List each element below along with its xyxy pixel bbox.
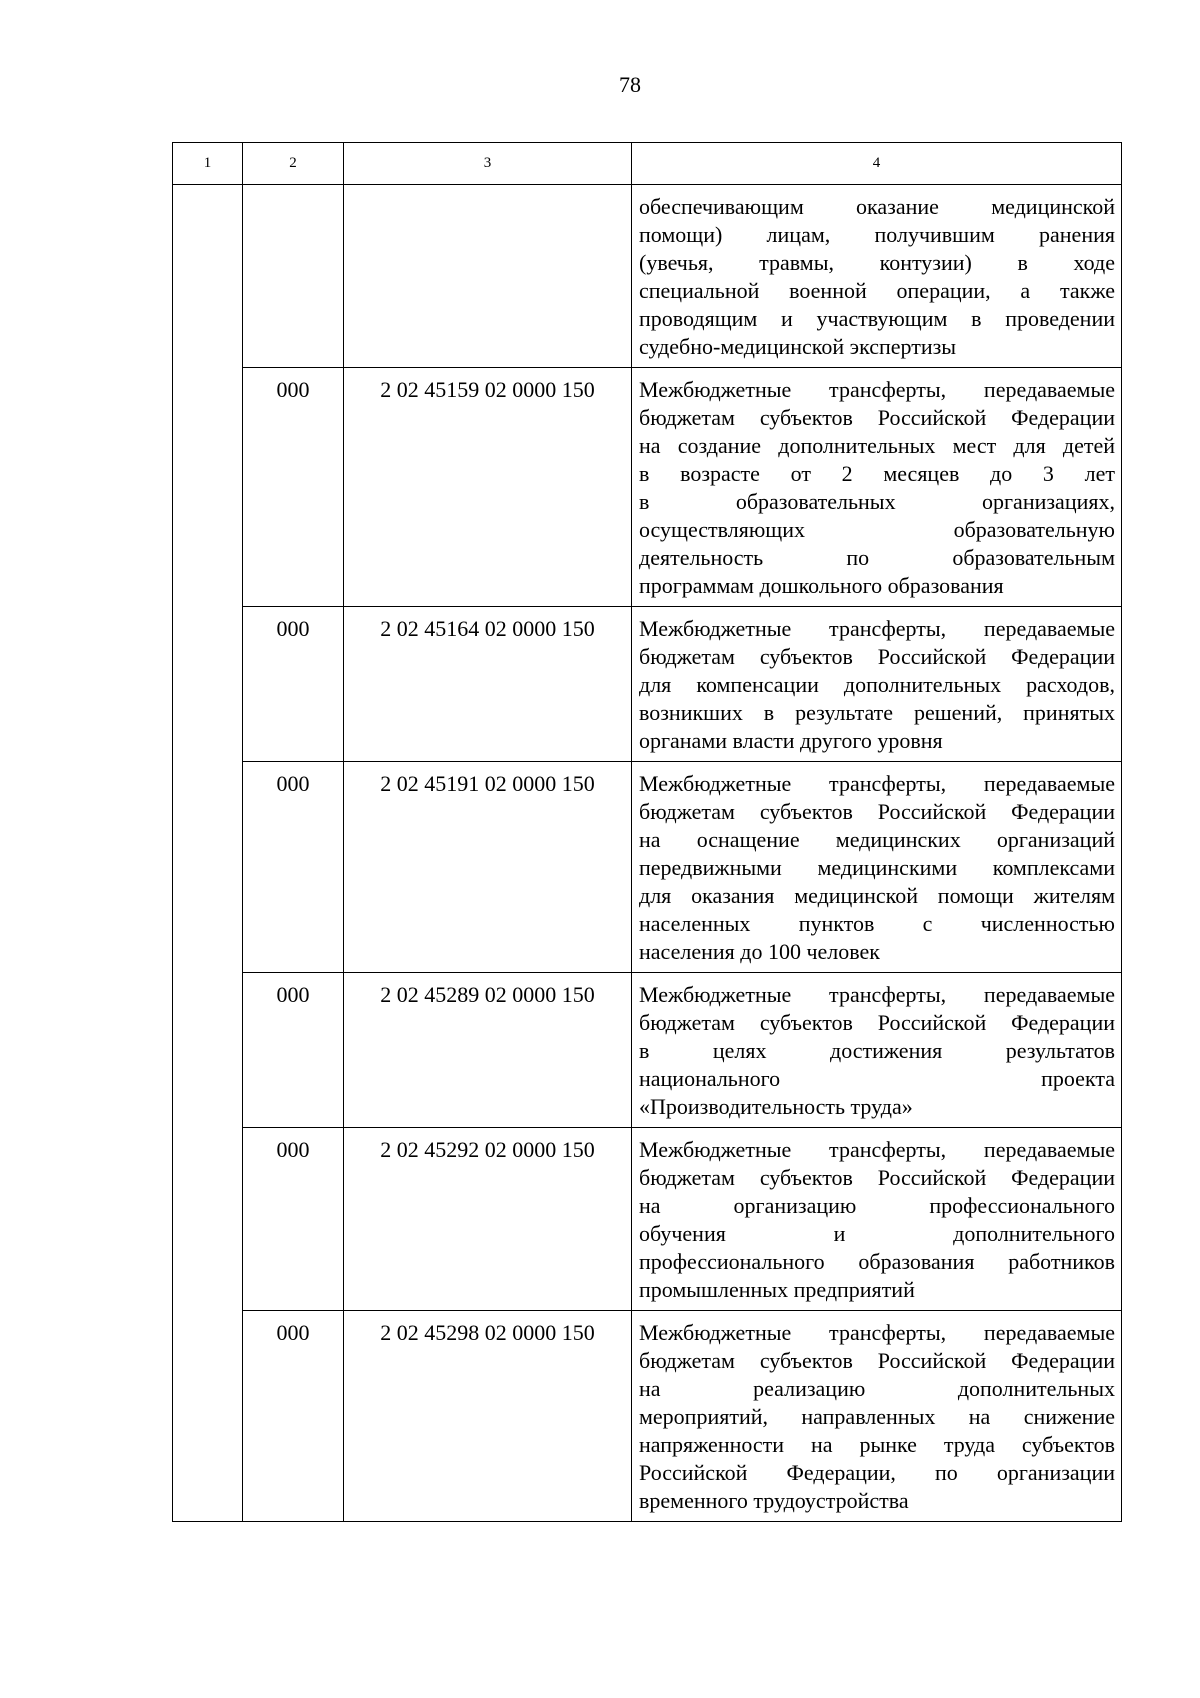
- admin-code-cell: 000: [243, 973, 344, 1128]
- income-name-line: помощи) лицам, получившим ранения: [639, 222, 1115, 247]
- table-row: [173, 762, 1122, 973]
- income-name-line: в целях достижения результатов: [639, 1038, 1115, 1063]
- admin-code-cell: 000: [243, 1311, 344, 1522]
- income-name-line: органами власти другого уровня: [639, 728, 943, 753]
- income-name-line: специальной военной операции, а также: [639, 278, 1115, 303]
- income-name-line: напряженности на рынке труда субъектов: [639, 1432, 1115, 1457]
- budget-code-cell: 2 02 45159 02 0000 150: [344, 368, 632, 607]
- table-row: [173, 368, 1122, 607]
- income-name-line: на организацию профессионального: [639, 1193, 1115, 1218]
- income-name-line: в образовательных организациях,: [639, 489, 1115, 514]
- income-name-line: промышленных предприятий: [639, 1277, 915, 1302]
- admin-code-cell: 000: [243, 368, 344, 607]
- income-name-line: судебно-медицинской экспертизы: [639, 334, 957, 359]
- income-name-line: мероприятий, направленных на снижение: [639, 1404, 1115, 1429]
- header-cell-4: 4: [632, 143, 1122, 185]
- income-name-line: «Производительность труда»: [639, 1094, 913, 1119]
- income-name-cell: [632, 368, 1122, 607]
- income-name-line: бюджетам субъектов Российской Федерации: [639, 405, 1115, 430]
- income-name-line: (увечья, травмы, контузии) в ходе: [639, 250, 1115, 275]
- income-name-cell: [632, 185, 1122, 368]
- admin-code-cell: [243, 185, 344, 368]
- income-name-cell: [632, 1128, 1122, 1311]
- budget-code-cell: 2 02 45191 02 0000 150: [344, 762, 632, 973]
- income-name-line: бюджетам субъектов Российской Федерации: [639, 799, 1115, 824]
- budget-code-cell: 2 02 45292 02 0000 150: [344, 1128, 632, 1311]
- income-name-cell: [632, 1311, 1122, 1522]
- income-name-cell: [632, 607, 1122, 762]
- income-name-line: на реализацию дополнительных: [639, 1376, 1115, 1401]
- table-row: [173, 1128, 1122, 1311]
- income-name-line: бюджетам субъектов Российской Федерации: [639, 1010, 1115, 1035]
- income-name-line: Российской Федерации, по организации: [639, 1460, 1115, 1485]
- income-name-line: в возрасте от 2 месяцев до 3 лет: [639, 461, 1115, 486]
- table-row: [173, 1311, 1122, 1522]
- income-name-line: деятельность по образовательным: [639, 545, 1115, 570]
- income-name-line: Межбюджетные трансферты, передаваемые: [639, 771, 1115, 796]
- income-name-line: бюджетам субъектов Российской Федерации: [639, 1348, 1115, 1373]
- income-name-line: Межбюджетные трансферты, передаваемые: [639, 1137, 1115, 1162]
- page-number: 78: [619, 72, 641, 97]
- income-name-line: бюджетам субъектов Российской Федерации: [639, 1165, 1115, 1190]
- income-name-line: Межбюджетные трансферты, передаваемые: [639, 616, 1115, 641]
- table-row: [173, 185, 1122, 368]
- admin-code-cell: 000: [243, 762, 344, 973]
- income-name-line: передвижными медицинскими комплексами: [639, 855, 1115, 880]
- header-row: [173, 143, 1122, 185]
- header-cell-1: 1: [173, 143, 243, 185]
- budget-code-cell: 2 02 45298 02 0000 150: [344, 1311, 632, 1522]
- income-name-line: профессионального образования работников: [639, 1249, 1115, 1274]
- income-name-line: осуществляющих образовательную: [639, 517, 1115, 542]
- admin-code-cell: 000: [243, 1128, 344, 1311]
- income-name-cell: [632, 762, 1122, 973]
- header-cell-3: 3: [344, 143, 632, 185]
- income-name-line: обеспечивающим оказание медицинской: [639, 194, 1115, 219]
- income-name-line: проводящим и участвующим в проведении: [639, 306, 1115, 331]
- income-name-line: национального проекта: [639, 1066, 1115, 1091]
- income-name-line: Межбюджетные трансферты, передаваемые: [639, 982, 1115, 1007]
- income-name-line: населения до 100 человек: [639, 939, 880, 964]
- income-name-line: бюджетам субъектов Российской Федерации: [639, 644, 1115, 669]
- income-name-line: Межбюджетные трансферты, передаваемые: [639, 1320, 1115, 1345]
- income-name-line: для оказания медицинской помощи жителям: [639, 883, 1115, 908]
- income-name-line: временного трудоустройства: [639, 1488, 909, 1513]
- income-name-line: на оснащение медицинских организаций: [639, 827, 1115, 852]
- header-cell-2: 2: [243, 143, 344, 185]
- budget-classification-table: [172, 142, 1122, 1522]
- income-name-line: Межбюджетные трансферты, передаваемые: [639, 377, 1115, 402]
- table-row: [173, 973, 1122, 1128]
- income-name-line: для компенсации дополнительных расходов,: [639, 672, 1115, 697]
- income-name-line: обучения и дополнительного: [639, 1221, 1115, 1246]
- income-name-line: населенных пунктов с численностью: [639, 911, 1115, 936]
- empty-first-column-cell: [173, 185, 243, 1522]
- income-name-line: возникших в результате решений, принятых: [639, 700, 1115, 725]
- budget-code-cell: 2 02 45164 02 0000 150: [344, 607, 632, 762]
- budget-code-cell: [344, 185, 632, 368]
- table-row: [173, 607, 1122, 762]
- income-name-line: программам дошкольного образования: [639, 573, 1004, 598]
- income-name-cell: [632, 973, 1122, 1128]
- budget-code-cell: 2 02 45289 02 0000 150: [344, 973, 632, 1128]
- table-body: [173, 143, 1122, 1522]
- income-name-line: на создание дополнительных мест для детей: [639, 433, 1115, 458]
- admin-code-cell: 000: [243, 607, 344, 762]
